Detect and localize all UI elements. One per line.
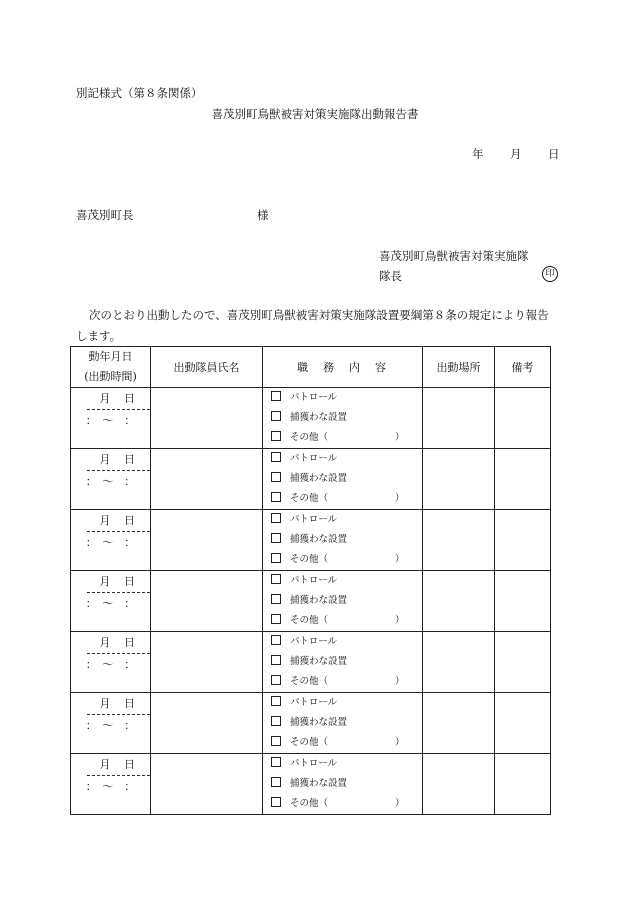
remarks-cell[interactable]: [495, 632, 551, 693]
place-cell[interactable]: [423, 693, 495, 754]
date-line: [472, 146, 560, 162]
remarks-cell[interactable]: [495, 571, 551, 632]
duty-option-other[interactable]: [271, 611, 405, 631]
duty-option-label: 捕獲わな設置: [290, 595, 348, 606]
duty-option-label: パトロール: [290, 575, 338, 586]
remarks-cell[interactable]: [495, 754, 551, 815]
members-cell[interactable]: [151, 571, 263, 632]
day-label: 日: [124, 514, 135, 527]
month-label: 月: [99, 758, 111, 771]
header-duty: 職 務 内 容: [263, 347, 423, 388]
duty-option-other[interactable]: [271, 550, 405, 570]
time-range: ： ～ ：: [85, 475, 136, 488]
duty-option-label: パトロール: [290, 392, 338, 403]
remarks-cell[interactable]: [495, 388, 551, 449]
close-paren: ）: [395, 554, 405, 565]
place-cell[interactable]: [423, 388, 495, 449]
duty-cell: [263, 388, 423, 449]
month-label: 月: [99, 636, 111, 649]
table-row: [71, 754, 551, 815]
remarks-cell[interactable]: [495, 693, 551, 754]
header-remarks: 備考: [495, 347, 551, 388]
month-day: [71, 390, 150, 408]
duty-option-trap[interactable]: [271, 713, 347, 733]
duty-option-trap[interactable]: [271, 408, 347, 428]
checkbox-icon[interactable]: [271, 431, 281, 441]
month-day: [71, 451, 150, 469]
duty-option-trap[interactable]: [271, 530, 347, 550]
place-cell[interactable]: [423, 449, 495, 510]
date-day-label: 日: [548, 147, 560, 161]
table-row: [71, 693, 551, 754]
checkbox-icon[interactable]: [271, 492, 281, 502]
members-cell[interactable]: [151, 388, 263, 449]
duty-option-patrol[interactable]: [271, 693, 337, 713]
dashed-divider: [87, 775, 150, 776]
duty-cell: [263, 754, 423, 815]
duty-option-label: 捕獲わな設置: [290, 534, 348, 545]
place-cell[interactable]: [423, 510, 495, 571]
table-row: [71, 388, 551, 449]
duty-option-patrol[interactable]: [271, 571, 337, 591]
time-range: ： ～ ：: [85, 536, 136, 549]
month-day: [71, 756, 150, 774]
month-label: 月: [99, 514, 111, 527]
header-date-line1: 動年月日: [88, 350, 133, 363]
time-range: ： ～ ：: [85, 780, 136, 793]
month-day: [71, 512, 150, 530]
checkbox-icon[interactable]: [271, 716, 281, 726]
members-cell[interactable]: [151, 632, 263, 693]
day-label: 日: [124, 758, 135, 771]
table-row: [71, 571, 551, 632]
duty-option-patrol[interactable]: [271, 449, 337, 469]
duty-option-patrol[interactable]: [271, 632, 337, 652]
checkbox-icon[interactable]: [271, 513, 281, 523]
table-row: [71, 632, 551, 693]
dashed-divider: [87, 531, 150, 532]
duty-cell: [263, 449, 423, 510]
date-year-label: 年: [472, 147, 484, 161]
place-cell[interactable]: [423, 754, 495, 815]
checkbox-icon[interactable]: [271, 472, 281, 482]
duty-option-label: その他（: [290, 676, 329, 687]
checkbox-icon[interactable]: [271, 675, 281, 685]
honorific: 様: [257, 208, 269, 222]
date-cell[interactable]: [71, 632, 151, 693]
month-label: 月: [99, 392, 111, 405]
checkbox-icon[interactable]: [271, 574, 281, 584]
duty-option-label: その他（: [290, 554, 329, 565]
members-cell[interactable]: [151, 754, 263, 815]
date-cell[interactable]: [71, 510, 151, 571]
table-row: [71, 510, 551, 571]
checkbox-icon[interactable]: [271, 757, 281, 767]
month-label: 月: [99, 453, 111, 466]
duty-option-label: 捕獲わな設置: [290, 778, 348, 789]
header-date: [71, 347, 151, 388]
duty-option-trap[interactable]: [271, 652, 347, 672]
close-paren: ）: [395, 737, 405, 748]
duty-option-label: その他（: [290, 798, 329, 809]
remarks-cell[interactable]: [495, 449, 551, 510]
close-paren: ）: [395, 676, 405, 687]
time-range: ： ～ ：: [85, 597, 136, 610]
intro-text-line1: 次のとおり出動したので、喜茂別町鳥獣被害対策実施隊設置要綱第８条の規定により報告: [89, 308, 549, 322]
checkbox-icon[interactable]: [271, 696, 281, 706]
duty-option-other[interactable]: [271, 733, 405, 753]
duty-option-other[interactable]: [271, 489, 405, 509]
duty-option-label: その他（: [290, 493, 329, 504]
duty-option-label: 捕獲わな設置: [290, 412, 348, 423]
checkbox-icon[interactable]: [271, 452, 281, 462]
checkbox-icon[interactable]: [271, 777, 281, 787]
dashed-divider: [87, 714, 150, 715]
time-range: ： ～ ：: [85, 414, 136, 427]
month-day: [71, 695, 150, 713]
day-label: 日: [124, 392, 135, 405]
duty-option-label: その他（: [290, 615, 329, 626]
month-label: 月: [99, 697, 111, 710]
close-paren: ）: [395, 615, 405, 626]
dashed-divider: [87, 409, 150, 410]
duty-cell: [263, 693, 423, 754]
place-cell[interactable]: [423, 571, 495, 632]
duty-option-label: パトロール: [290, 453, 338, 464]
checkbox-icon[interactable]: [271, 553, 281, 563]
date-cell[interactable]: [71, 449, 151, 510]
duty-option-other[interactable]: [271, 428, 405, 448]
organization-name: 喜茂別町鳥獣被害対策実施隊: [379, 249, 529, 263]
date-cell[interactable]: [71, 754, 151, 815]
checkbox-icon[interactable]: [271, 614, 281, 624]
duty-option-trap[interactable]: [271, 591, 347, 611]
duty-option-patrol[interactable]: [271, 754, 337, 774]
checkbox-icon[interactable]: [271, 533, 281, 543]
duty-option-patrol[interactable]: [271, 510, 337, 530]
header-place: 出動場所: [423, 347, 495, 388]
time-range: ： ～ ：: [85, 719, 136, 732]
close-paren: ）: [395, 432, 405, 443]
checkbox-icon[interactable]: [271, 736, 281, 746]
remarks-cell[interactable]: [495, 510, 551, 571]
table-header-row: [71, 347, 551, 388]
date-month-label: 月: [510, 147, 522, 161]
month-label: 月: [99, 575, 111, 588]
duty-option-trap[interactable]: [271, 469, 347, 489]
dashed-divider: [87, 470, 150, 471]
checkbox-icon[interactable]: [271, 411, 281, 421]
duty-option-trap[interactable]: [271, 774, 347, 794]
checkbox-icon[interactable]: [271, 797, 281, 807]
header-date-line2: (出動時間): [84, 370, 137, 383]
duty-cell: [263, 632, 423, 693]
checkbox-icon[interactable]: [271, 635, 281, 645]
dashed-divider: [87, 653, 150, 654]
members-cell[interactable]: [151, 449, 263, 510]
duty-option-other[interactable]: [271, 672, 405, 692]
checkbox-icon[interactable]: [271, 594, 281, 604]
duty-option-label: その他（: [290, 432, 329, 443]
duty-cell: [263, 510, 423, 571]
place-cell[interactable]: [423, 632, 495, 693]
duty-option-label: 捕獲わな設置: [290, 717, 348, 728]
leader-label: 隊長: [379, 269, 402, 283]
month-day: [71, 634, 150, 652]
close-paren: ）: [395, 493, 405, 504]
members-cell[interactable]: [151, 510, 263, 571]
report-table: [70, 346, 551, 815]
duty-option-label: 捕獲わな設置: [290, 656, 348, 667]
form-label: 別記様式（第８条関係）: [76, 86, 203, 100]
duty-option-other[interactable]: [271, 794, 405, 814]
duty-option-label: パトロール: [290, 758, 338, 769]
duty-option-label: その他（: [290, 737, 329, 748]
duty-option-label: パトロール: [290, 697, 338, 708]
addressee: 喜茂別町長: [76, 208, 134, 222]
header-members: 出動隊員氏名: [151, 347, 263, 388]
intro-text-line2: します。: [76, 329, 122, 343]
dashed-divider: [87, 592, 150, 593]
close-paren: ）: [395, 798, 405, 809]
date-cell[interactable]: [71, 388, 151, 449]
day-label: 日: [124, 636, 135, 649]
members-cell[interactable]: [151, 693, 263, 754]
seal-mark: 印: [542, 266, 558, 282]
duty-option-label: 捕獲わな設置: [290, 473, 348, 484]
checkbox-icon[interactable]: [271, 391, 281, 401]
day-label: 日: [124, 697, 135, 710]
day-label: 日: [124, 575, 135, 588]
month-day: [71, 573, 150, 591]
duty-option-label: パトロール: [290, 636, 338, 647]
duty-cell: [263, 571, 423, 632]
document-title: 喜茂別町鳥獣被害対策実施隊出動報告書: [211, 107, 419, 121]
day-label: 日: [124, 453, 135, 466]
date-cell[interactable]: [71, 571, 151, 632]
table-row: [71, 449, 551, 510]
time-range: ： ～ ：: [85, 658, 136, 671]
duty-option-patrol[interactable]: [271, 388, 337, 408]
checkbox-icon[interactable]: [271, 655, 281, 665]
date-cell[interactable]: [71, 693, 151, 754]
duty-option-label: パトロール: [290, 514, 338, 525]
